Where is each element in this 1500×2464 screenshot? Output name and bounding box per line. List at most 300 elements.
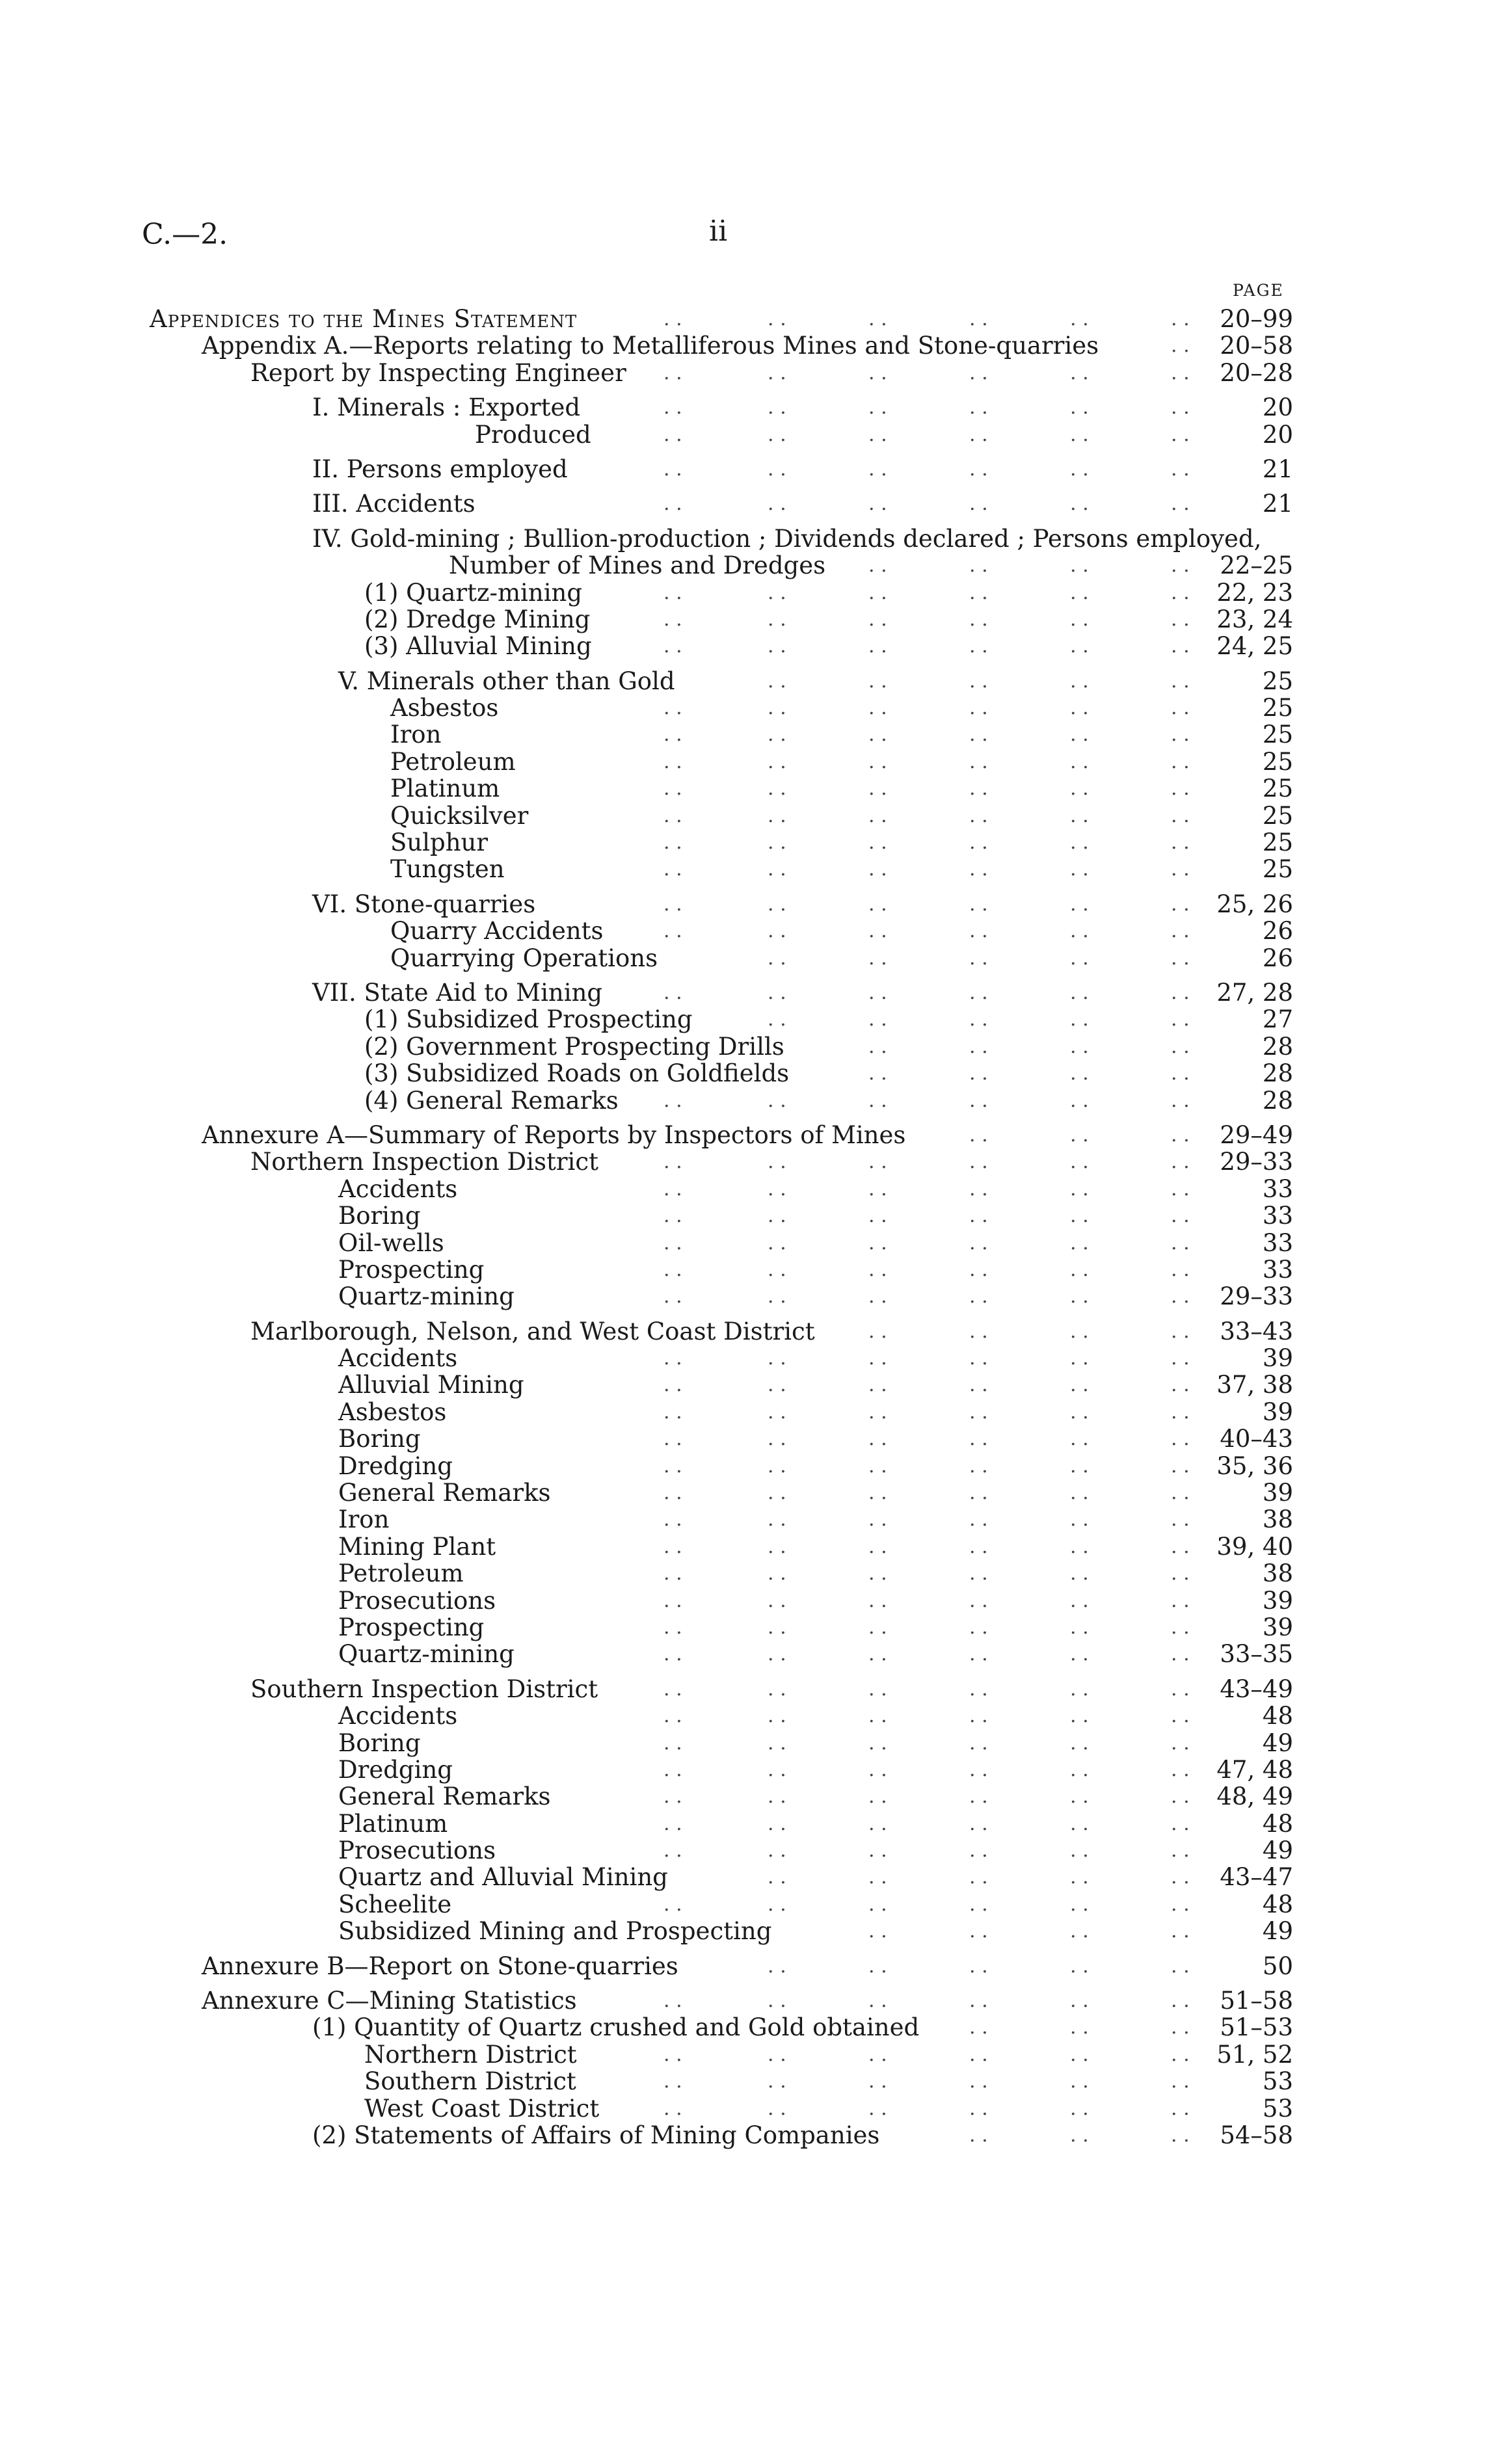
leader-dots: . . <box>768 1347 786 1370</box>
toc-entry <box>0 856 1500 882</box>
toc-entry-label: Dredging <box>338 1451 453 1480</box>
leader-dots: . . <box>969 1731 988 1755</box>
leader-dots: . . <box>1070 396 1089 419</box>
toc-entry-page: 49 <box>1262 1917 1293 1946</box>
toc-entry <box>0 1176 1500 1202</box>
toc-entry-label: Accidents <box>338 1344 458 1373</box>
toc-entry-label: (2) Government Prospecting Drills <box>364 1032 784 1061</box>
leader-dots: . . <box>969 1892 988 1916</box>
toc-entry-label: Northern Inspection District <box>250 1148 598 1176</box>
toc-entry-label: Oil-wells <box>338 1228 444 1257</box>
leader-dots: . . <box>1171 1866 1190 1889</box>
toc-entry-label: Mining Plant <box>338 1532 496 1561</box>
toc-entry <box>0 1087 1500 1114</box>
leader-dots: . . <box>1171 1535 1190 1558</box>
toc-entry-label: Dredging <box>338 1755 453 1784</box>
toc-entry-label: Quartz and Alluvial Mining <box>338 1863 668 1892</box>
leader-dots: . . <box>1070 723 1089 747</box>
leader-dots: . . <box>868 1508 887 1531</box>
toc-entry-label: (4) General Remarks <box>364 1086 619 1115</box>
leader-dots: . . <box>868 1427 887 1451</box>
toc-entry <box>0 1371 1500 1398</box>
toc-entry <box>0 525 1500 552</box>
toc-entry-page: 38 <box>1262 1505 1293 1534</box>
leader-dots: . . <box>663 1508 682 1531</box>
leader-dots: . . <box>969 607 988 631</box>
toc-entry-page: 39 <box>1262 1613 1293 1641</box>
leader-dots: . . <box>1070 1704 1089 1728</box>
leader-dots: . . <box>969 635 988 658</box>
leader-dots: . . <box>1070 669 1089 693</box>
toc-entry-label: (1) Subsidized Prospecting <box>364 1005 693 1034</box>
leader-dots: . . <box>1171 1231 1190 1254</box>
toc-entry-page: 28 <box>1262 1059 1293 1088</box>
leader-dots: . . <box>768 396 786 419</box>
toc-entry-label: Annexure C—Mining Statistics <box>202 1987 577 2015</box>
toc-entry <box>0 829 1500 856</box>
leader-dots: . . <box>663 1150 682 1174</box>
leader-dots: . . <box>768 804 786 827</box>
leader-dots: . . <box>1171 2043 1190 2066</box>
leader-dots: . . <box>1171 1373 1190 1397</box>
leader-dots: . . <box>663 492 682 516</box>
toc-entry <box>0 695 1500 721</box>
toc-entry-page: 50 <box>1262 1952 1293 1980</box>
leader-dots: . . <box>1070 1285 1089 1308</box>
leader-dots: . . <box>1171 920 1190 943</box>
leader-dots: . . <box>768 1954 786 1978</box>
toc-entry <box>0 1953 1500 1980</box>
toc-entry-page: 40–43 <box>1220 1425 1293 1453</box>
leader-dots: . . <box>868 635 887 658</box>
leader-dots: . . <box>1171 1785 1190 1808</box>
leader-dots: . . <box>663 858 682 881</box>
toc-entry-page: 48, 49 <box>1216 1782 1293 1811</box>
toc-entry-label: Report by Inspecting Engineer <box>250 358 626 387</box>
toc-entry-page: 20–28 <box>1220 358 1293 387</box>
leader-dots: . . <box>1171 750 1190 773</box>
leader-dots: . . <box>663 1347 682 1370</box>
leader-dots: . . <box>868 669 887 693</box>
toc-entry-label: Iron <box>390 721 442 749</box>
toc-entry-label: Number of Mines and Dredges <box>449 551 826 580</box>
toc-entry-label: Quarrying Operations <box>390 944 658 972</box>
leader-dots: . . <box>969 696 988 720</box>
toc-entry <box>0 1425 1500 1452</box>
leader-dots: . . <box>868 892 887 916</box>
leader-dots: . . <box>1070 1535 1089 1558</box>
leader-dots: . . <box>1070 1892 1089 1916</box>
toc-entry-label: (1) Quantity of Quartz crushed and Gold obtained <box>312 2013 920 2042</box>
toc-entry-page: 33 <box>1262 1255 1293 1284</box>
leader-dots: . . <box>768 1562 786 1585</box>
toc-entry-label: Southern Inspection District <box>250 1675 598 1703</box>
leader-dots: . . <box>1171 1812 1190 1835</box>
leader-dots: . . <box>1171 1758 1190 1781</box>
toc-entry-page: 25 <box>1262 747 1293 776</box>
leader-dots: . . <box>768 1454 786 1477</box>
leader-dots: . . <box>969 1427 988 1451</box>
leader-dots: . . <box>868 1008 887 1031</box>
leader-dots: . . <box>868 361 887 384</box>
leader-dots: . . <box>1070 1731 1089 1755</box>
leader-dots: . . <box>1070 457 1089 481</box>
leader-dots: . . <box>969 423 988 446</box>
leader-dots: . . <box>868 1400 887 1424</box>
toc-entry-page: 33–43 <box>1220 1317 1293 1345</box>
leader-dots: . . <box>969 750 988 773</box>
leader-dots: . . <box>1171 1643 1190 1666</box>
toc-entry-label: Prospecting <box>338 1613 485 1641</box>
leader-dots: . . <box>1070 1062 1089 1085</box>
leader-dots: . . <box>868 1643 887 1666</box>
leader-dots: . . <box>1171 1035 1190 1058</box>
leader-dots: . . <box>1070 1035 1089 1058</box>
toc-entry-label: Platinum <box>338 1809 448 1838</box>
toc-entry <box>0 606 1500 633</box>
toc-entry-label: Boring <box>338 1202 421 1230</box>
leader-dots: . . <box>969 669 988 693</box>
leader-dots: . . <box>768 1400 786 1424</box>
toc-entry-label: Quarry Accidents <box>390 917 604 946</box>
leader-dots: . . <box>969 1704 988 1728</box>
leader-dots: . . <box>663 2043 682 2066</box>
leader-dots: . . <box>768 1677 786 1701</box>
leader-dots: . . <box>1171 1920 1190 1943</box>
toc-entry <box>0 1033 1500 1060</box>
toc-entry-label: Alluvial Mining <box>338 1371 524 1399</box>
toc-entry-page: 33 <box>1262 1202 1293 1230</box>
toc-entry <box>0 1810 1500 1837</box>
toc-entry <box>0 748 1500 775</box>
leader-dots: . . <box>868 1839 887 1862</box>
toc-entry <box>0 1641 1500 1667</box>
leader-dots: . . <box>663 1427 682 1451</box>
toc-entry <box>0 552 1500 579</box>
toc-entry <box>0 1702 1500 1729</box>
leader-dots: . . <box>1070 1508 1089 1531</box>
leader-dots: . . <box>969 1373 988 1397</box>
leader-dots: . . <box>868 423 887 446</box>
toc-entry-page: 49 <box>1262 1729 1293 1757</box>
toc-entry-page: 29–49 <box>1220 1120 1293 1149</box>
toc-entry-page: 29–33 <box>1220 1282 1293 1311</box>
toc-entry <box>0 1399 1500 1425</box>
leader-dots: . . <box>1171 1677 1190 1701</box>
toc-entry <box>0 490 1500 517</box>
toc-entry-label: IV. Gold-mining ; Bullion-production ; Dividends declared ; Persons employed, <box>312 524 1262 553</box>
leader-dots: . . <box>1070 1589 1089 1612</box>
leader-dots: . . <box>868 1758 887 1781</box>
leader-dots: . . <box>969 1589 988 1612</box>
leader-dots: . . <box>1070 1319 1089 1343</box>
toc-entry <box>0 1202 1500 1229</box>
leader-dots: . . <box>969 2124 988 2147</box>
toc-entry-label: Asbestos <box>338 1398 447 1426</box>
leader-dots: . . <box>868 1177 887 1200</box>
leader-dots: . . <box>969 1400 988 1424</box>
leader-dots: . . <box>969 554 988 577</box>
leader-dots: . . <box>868 1035 887 1058</box>
toc-entry <box>0 2041 1500 2068</box>
toc-entry-label: General Remarks <box>338 1782 551 1811</box>
toc-entry-label: Subsidized Mining and Prospecting <box>338 1917 772 1946</box>
leader-dots: . . <box>868 1989 887 2013</box>
leader-dots: . . <box>1171 2124 1190 2147</box>
toc-entry-page: 20–99 <box>1220 305 1293 333</box>
leader-dots: . . <box>663 1258 682 1281</box>
leader-dots: . . <box>1070 2124 1089 2147</box>
leader-dots: . . <box>969 308 988 330</box>
toc-entry-page: 25 <box>1262 694 1293 722</box>
leader-dots: . . <box>768 981 786 1004</box>
toc-entry-page: 43–49 <box>1220 1675 1293 1703</box>
leader-dots: . . <box>768 1758 786 1781</box>
leader-dots: . . <box>1070 1839 1089 1862</box>
leader-dots: . . <box>1070 1258 1089 1281</box>
leader-dots: . . <box>868 2043 887 2066</box>
leader-dots: . . <box>868 946 887 970</box>
leader-dots: . . <box>969 1454 988 1477</box>
page-column-label: PAGE <box>1233 281 1284 300</box>
leader-dots: . . <box>1070 1373 1089 1397</box>
leader-dots: . . <box>868 492 887 516</box>
toc-entry-page: 27, 28 <box>1216 978 1293 1007</box>
leader-dots: . . <box>1070 2043 1089 2066</box>
leader-dots: . . <box>969 920 988 943</box>
leader-dots: . . <box>768 920 786 943</box>
leader-dots: . . <box>1171 457 1190 481</box>
leader-dots: . . <box>868 1319 887 1343</box>
toc-entry-label: Southern District <box>364 2067 576 2096</box>
leader-dots: . . <box>1171 804 1190 827</box>
leader-dots: . . <box>868 554 887 577</box>
leader-dots: . . <box>969 804 988 827</box>
leader-dots: . . <box>663 423 682 446</box>
leader-dots: . . <box>1070 2097 1089 2120</box>
leader-dots: . . <box>1070 1008 1089 1031</box>
table-of-contents <box>0 306 1500 2149</box>
leader-dots: . . <box>1070 2016 1089 2039</box>
leader-dots: . . <box>868 581 887 604</box>
toc-entry-label: Prosecutions <box>338 1586 496 1615</box>
leader-dots: . . <box>663 1731 682 1755</box>
leader-dots: . . <box>1171 1089 1190 1112</box>
leader-dots: . . <box>1171 723 1190 747</box>
toc-entry <box>0 945 1500 972</box>
toc-entry-label: VII. State Aid to Mining <box>312 978 603 1007</box>
leader-dots: . . <box>1171 1989 1190 2013</box>
leader-dots: . . <box>663 581 682 604</box>
toc-entry <box>0 332 1500 359</box>
leader-dots: . . <box>663 1454 682 1477</box>
leader-dots: . . <box>663 920 682 943</box>
leader-dots: . . <box>768 1704 786 1728</box>
toc-entry <box>0 2014 1500 2041</box>
document-code: C.—2. <box>142 218 228 251</box>
toc-entry <box>0 456 1500 483</box>
leader-dots: . . <box>969 1615 988 1639</box>
leader-dots: . . <box>868 1373 887 1397</box>
leader-dots: . . <box>1171 2070 1190 2093</box>
leader-dots: . . <box>868 396 887 419</box>
toc-entry-label: V. Minerals other than Gold <box>338 667 675 695</box>
toc-entry-page: 53 <box>1262 2067 1293 2096</box>
toc-entry-label: Boring <box>338 1425 421 1453</box>
toc-entry <box>0 1345 1500 1371</box>
leader-dots: . . <box>663 1704 682 1728</box>
leader-dots: . . <box>768 750 786 773</box>
leader-dots: . . <box>868 831 887 854</box>
toc-entry-page: 22–25 <box>1220 551 1293 580</box>
leader-dots: . . <box>868 1920 887 1943</box>
leader-dots: . . <box>1171 1427 1190 1451</box>
leader-dots: . . <box>1070 1920 1089 1943</box>
toc-entry-label: Sulphur <box>390 828 489 857</box>
leader-dots: . . <box>1171 858 1190 881</box>
toc-entry-label: (3) Alluvial Mining <box>364 632 592 661</box>
leader-dots: . . <box>768 1150 786 1174</box>
toc-entry <box>0 1283 1500 1310</box>
toc-entry-label: (1) Quartz-mining <box>364 578 583 607</box>
toc-entry-label: (2) Dredge Mining <box>364 605 591 633</box>
leader-dots: . . <box>768 1258 786 1281</box>
leader-dots: . . <box>868 1812 887 1835</box>
toc-entry <box>0 1676 1500 1702</box>
leader-dots: . . <box>663 723 682 747</box>
leader-dots: . . <box>663 777 682 801</box>
toc-entry-label: Asbestos <box>390 694 499 722</box>
leader-dots: . . <box>663 1231 682 1254</box>
leader-dots: . . <box>868 1481 887 1505</box>
leader-dots: . . <box>768 635 786 658</box>
leader-dots: . . <box>868 1231 887 1254</box>
leader-dots: . . <box>1070 750 1089 773</box>
leader-dots: . . <box>1070 1427 1089 1451</box>
leader-dots: . . <box>969 981 988 1004</box>
leader-dots: . . <box>768 1785 786 1808</box>
toc-entry-label: (3) Subsidized Roads on Goldfields <box>364 1059 790 1088</box>
leader-dots: . . <box>1070 804 1089 827</box>
leader-dots: . . <box>868 1150 887 1174</box>
leader-dots: . . <box>969 1758 988 1781</box>
leader-dots: . . <box>1171 1839 1190 1862</box>
toc-entry-page: 43–47 <box>1220 1863 1293 1892</box>
toc-entry-label: Annexure A—Summary of Reports by Inspectors of Mines <box>202 1120 906 1149</box>
toc-entry-page: 48 <box>1262 1702 1293 1730</box>
toc-entry-page: 22, 23 <box>1216 578 1293 607</box>
leader-dots: . . <box>1070 1231 1089 1254</box>
toc-entry <box>0 2068 1500 2095</box>
leader-dots: . . <box>663 361 682 384</box>
toc-entry <box>0 1783 1500 1810</box>
leader-dots: . . <box>663 1177 682 1200</box>
toc-entry <box>0 1006 1500 1033</box>
leader-dots: . . <box>969 946 988 970</box>
leader-dots: . . <box>1171 1258 1190 1281</box>
leader-dots: . . <box>768 831 786 854</box>
leader-dots: . . <box>663 1785 682 1808</box>
leader-dots: . . <box>969 777 988 801</box>
toc-entry <box>0 1506 1500 1533</box>
toc-entry-page: 51–58 <box>1220 1987 1293 2015</box>
leader-dots: . . <box>1171 1704 1190 1728</box>
leader-dots: . . <box>1070 2070 1089 2093</box>
leader-dots: . . <box>868 1866 887 1889</box>
leader-dots: . . <box>663 981 682 1004</box>
leader-dots: . . <box>1070 1204 1089 1228</box>
leader-dots: . . <box>1171 1731 1190 1755</box>
leader-dots: . . <box>868 750 887 773</box>
leader-dots: . . <box>969 1677 988 1701</box>
toc-entry-page: 35, 36 <box>1216 1451 1293 1480</box>
toc-entry <box>0 775 1500 802</box>
leader-dots: . . <box>1070 1785 1089 1808</box>
leader-dots: . . <box>768 361 786 384</box>
leader-dots: . . <box>1171 1954 1190 1978</box>
leader-dots: . . <box>868 1089 887 1112</box>
leader-dots: . . <box>1070 1562 1089 1585</box>
leader-dots: . . <box>768 2070 786 2093</box>
leader-dots: . . <box>868 981 887 1004</box>
leader-dots: . . <box>1070 1677 1089 1701</box>
leader-dots: . . <box>1070 696 1089 720</box>
leader-dots: . . <box>663 1615 682 1639</box>
toc-entry-page: 54–58 <box>1220 2121 1293 2149</box>
leader-dots: . . <box>663 607 682 631</box>
leader-dots: . . <box>969 1920 988 1943</box>
leader-dots: . . <box>1070 607 1089 631</box>
leader-dots: . . <box>663 1285 682 1308</box>
page-number: ii <box>709 215 728 248</box>
toc-entry-label: Quartz-mining <box>338 1640 515 1669</box>
leader-dots: . . <box>1171 334 1190 358</box>
leader-dots: . . <box>1070 1177 1089 1200</box>
leader-dots: . . <box>969 1150 988 1174</box>
leader-dots: . . <box>1171 1562 1190 1585</box>
toc-entry-label: Iron <box>338 1505 390 1534</box>
toc-entry-page: 21 <box>1262 455 1293 483</box>
leader-dots: . . <box>969 1035 988 1058</box>
toc-entry <box>0 979 1500 1006</box>
leader-dots: . . <box>868 1204 887 1228</box>
leader-dots: . . <box>868 777 887 801</box>
toc-entry <box>0 1730 1500 1756</box>
leader-dots: . . <box>969 1231 988 1254</box>
toc-entry <box>0 668 1500 695</box>
leader-dots: . . <box>663 1839 682 1862</box>
leader-dots: . . <box>663 1373 682 1397</box>
leader-dots: . . <box>969 2016 988 2039</box>
leader-dots: . . <box>1171 981 1190 1004</box>
leader-dots: . . <box>969 457 988 481</box>
leader-dots: . . <box>969 1866 988 1889</box>
leader-dots: . . <box>969 1285 988 1308</box>
toc-entry <box>0 802 1500 829</box>
leader-dots: . . <box>969 1204 988 1228</box>
toc-entry-page: 25 <box>1262 801 1293 830</box>
leader-dots: . . <box>868 1062 887 1085</box>
leader-dots: . . <box>768 1643 786 1666</box>
leader-dots: . . <box>969 361 988 384</box>
toc-entry-page: 48 <box>1262 1809 1293 1838</box>
leader-dots: . . <box>1171 1589 1190 1612</box>
leader-dots: . . <box>868 1258 887 1281</box>
leader-dots: . . <box>1070 1123 1089 1146</box>
toc-entry-page: 20 <box>1262 393 1293 422</box>
leader-dots: . . <box>663 750 682 773</box>
leader-dots: . . <box>969 858 988 881</box>
